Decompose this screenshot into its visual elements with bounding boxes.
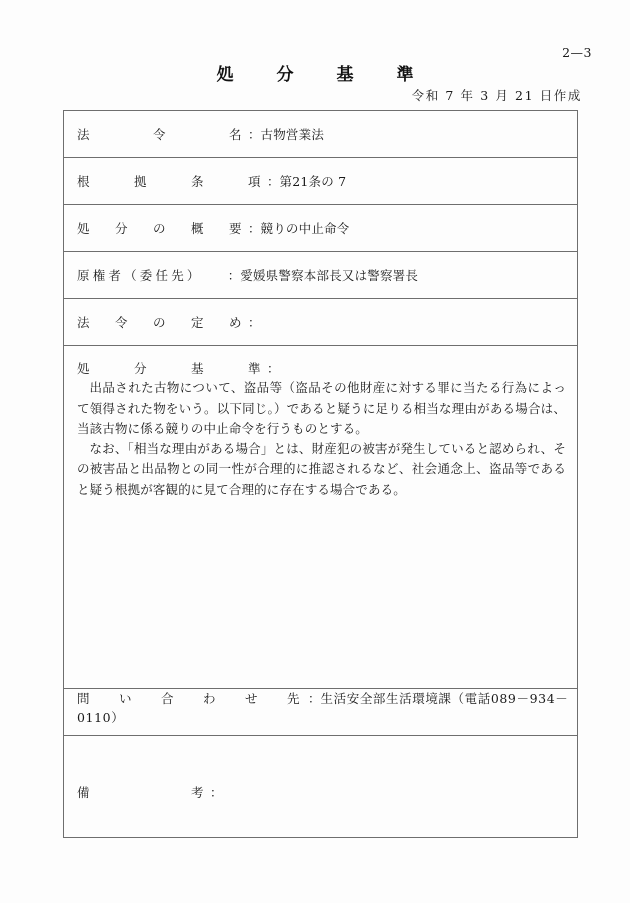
law-name-cell <box>64 111 578 158</box>
remarks-cell <box>64 736 578 838</box>
remarks-label: 備 考 <box>77 785 211 800</box>
table-row-legal-basis <box>64 158 578 205</box>
page-title: 処 分 基 準 <box>216 65 427 85</box>
law-name-separator: ： <box>248 127 261 142</box>
table-row-criteria <box>64 346 578 689</box>
created-date: 令和 7 年 3 月 21 日作成 <box>411 88 582 103</box>
legal-basis-label: 根 拠 条 項 <box>77 174 268 189</box>
contact-value: 生活安全部生活環境課（電話089－934－0110） <box>77 691 569 726</box>
criteria-cell <box>64 346 578 689</box>
criteria-label: 処 分 基 準 <box>77 361 268 376</box>
contact-separator: ： <box>308 691 321 706</box>
law-name-label: 法 令 名 <box>77 127 249 142</box>
disposition-summary-value: 競りの中止命令 <box>260 221 350 236</box>
contact-label: 問 い 合 わ せ 先 <box>77 691 309 706</box>
criteria-paragraph-1: 出品された古物について、盗品等（盗品その他財産に対する罪に当たる行為によって領得された物をいう。以下同じ。）であると疑うに足りる相当な理由がある場合は、当該古物に係る競りの中止命令を行うものとする。 <box>77 380 566 436</box>
legal-basis-cell <box>64 158 578 205</box>
authority-separator: ： <box>227 268 241 283</box>
authority-value: 愛媛県警察本部長又は警察署長 <box>240 268 419 283</box>
authority-label: 原権者（委任先） <box>77 268 228 283</box>
legal-provision-separator: ： <box>248 315 261 330</box>
legal-basis-value: 第21条の 7 <box>279 174 347 189</box>
remarks-separator: ： <box>210 785 223 800</box>
table-row-law-name <box>64 111 578 158</box>
authority-cell <box>64 252 578 299</box>
contact-cell <box>64 689 578 736</box>
criteria-paragraph-2: なお、「相当な理由がある場合」とは、財産犯の被害が発生していると認められ、その被害品と出品物との同一性が合理的に推認されるなど、社会通念上、盗品等であると疑う根拠が客観的に見て合理的に存在する場合である。 <box>77 441 566 497</box>
table-row-remarks <box>64 736 578 838</box>
legal-provision-cell <box>64 299 578 346</box>
criteria-heading <box>77 361 280 376</box>
legal-basis-separator: ： <box>267 174 280 189</box>
table-row-disposition-summary <box>64 205 578 252</box>
law-name-value: 古物営業法 <box>260 127 325 142</box>
disposition-criteria-table <box>63 110 578 838</box>
criteria-separator: ： <box>267 361 280 376</box>
table-row-legal-provision <box>64 299 578 346</box>
disposition-summary-cell <box>64 205 578 252</box>
disposition-summary-label: 処 分 の 概 要 <box>77 221 249 236</box>
page-marker: 2—3 <box>562 45 592 60</box>
disposition-summary-separator: ： <box>248 221 261 236</box>
legal-provision-label: 法 令 の 定 め <box>77 315 249 330</box>
table-row-authority <box>64 252 578 299</box>
table-row-contact <box>64 689 578 736</box>
